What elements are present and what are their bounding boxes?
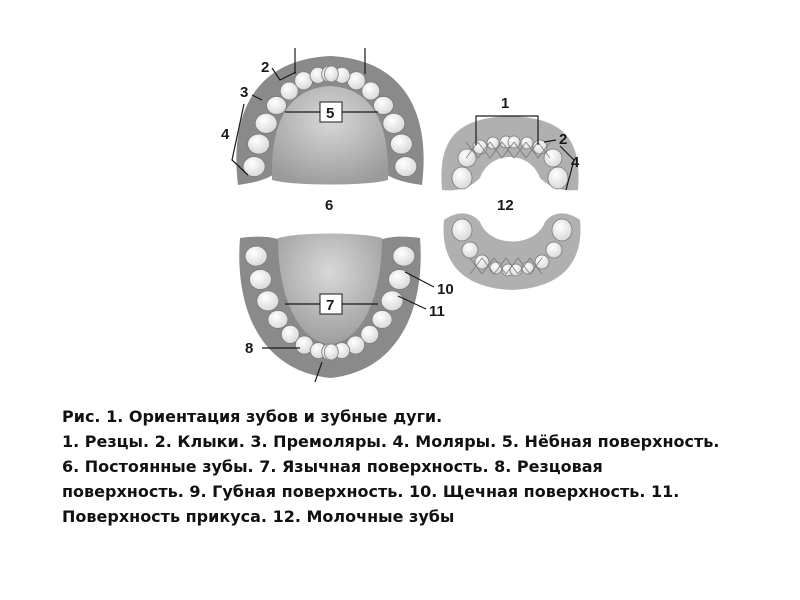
label-5: 5 [326, 105, 335, 122]
tooth [372, 310, 392, 328]
tooth [452, 219, 472, 241]
tooth [544, 149, 562, 167]
tooth [381, 291, 403, 311]
tooth [267, 96, 287, 114]
tooth [452, 167, 472, 189]
tooth [462, 242, 478, 258]
tooth [257, 291, 279, 311]
tooth [473, 140, 487, 154]
label-10: 10 [437, 281, 454, 298]
tooth [395, 157, 417, 177]
label-6: 6 [325, 197, 334, 214]
caption-title: Рис. 1. Ориентация зубов и зубные дуги. [62, 407, 443, 426]
label-4-upper: 4 [221, 126, 230, 143]
label-8: 8 [245, 340, 254, 357]
tooth [546, 242, 562, 258]
label-4-primary: 4 [571, 154, 580, 171]
figure-caption [62, 404, 782, 529]
tooth [522, 262, 534, 274]
tooth [490, 262, 502, 274]
tooth [383, 113, 405, 133]
tooth [548, 167, 568, 189]
caption-line-5: Поверхность прикуса. 12. Молочные зубы [62, 507, 455, 526]
caption-line-3: 6. Постоянные зубы. 7. Язычная поверхность. 8. Резцовая [62, 457, 603, 476]
tooth [324, 66, 338, 82]
caption-line-2: 1. Резцы. 2. Клыки. 3. Премоляры. 4. Моляры. 5. Нёбная поверхность. [62, 432, 720, 451]
tooth [552, 219, 572, 241]
label-2-primary: 2 [559, 131, 568, 148]
caption-line-4: поверхность. 9. Губная поверхность. 10. Щечная поверхность. 11. [62, 482, 680, 501]
tooth [324, 344, 338, 360]
tooth [268, 310, 288, 328]
label-1: 1 [501, 95, 510, 112]
label-2-upper: 2 [261, 59, 270, 76]
tooth [255, 113, 277, 133]
tooth [389, 269, 411, 289]
label-11: 11 [429, 303, 445, 320]
tooth [393, 246, 415, 266]
tooth [245, 246, 267, 266]
primary-upper-arch [441, 116, 578, 190]
tooth [390, 134, 412, 154]
label-7: 7 [326, 297, 335, 314]
tooth [249, 269, 271, 289]
label-12: 12 [497, 197, 514, 214]
label-3: 3 [240, 84, 249, 101]
tooth [248, 134, 270, 154]
primary-lower-arch [444, 213, 581, 290]
